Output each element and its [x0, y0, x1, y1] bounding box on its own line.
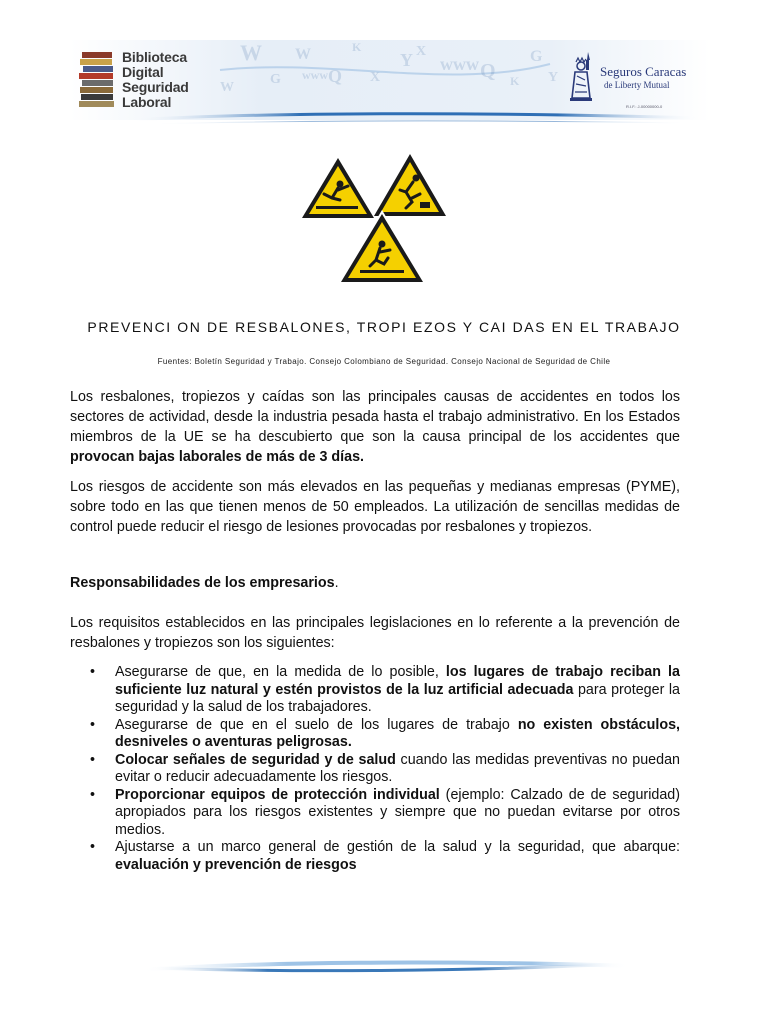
insurer-rif: R.I.F.: J-00000000-0 — [626, 104, 663, 109]
list-item-text: cuando las medidas preventivas no puedan evitar o reducir adecuadamente los riesgos. — [115, 751, 680, 785]
list-item — [70, 717, 680, 752]
bullet: • — [90, 664, 96, 680]
books-icon — [78, 50, 118, 108]
list-item — [70, 752, 680, 787]
watermark-letter: www — [440, 54, 479, 74]
watermark-letter: X — [416, 44, 427, 59]
watermark-letter: W — [220, 80, 234, 95]
list-item-emphasis: Proporcionar equipos de protección individual — [115, 786, 440, 803]
section-heading — [70, 573, 680, 593]
list-item — [70, 787, 680, 840]
watermark-letter: G — [530, 48, 543, 65]
paragraph-emphasis: provocan bajas laborales de más de 3 días. — [70, 449, 365, 465]
insurer-logo[interactable] — [566, 50, 710, 110]
watermark-letter: Q — [328, 66, 343, 86]
hazard-signs-image — [302, 154, 446, 284]
library-logo[interactable] — [78, 46, 228, 112]
watermark-letter: W — [295, 46, 311, 63]
document-title: PREVENCI ON DE RESBALONES, TROPI EZOS Y CAI DAS EN EL TRABAJO — [87, 319, 681, 335]
watermark-letter: Y — [400, 50, 413, 70]
sources-line: Fuentes: Boletín Seguridad y Trabajo. Consejo Colombiano de Seguridad. Consejo Nacional de Seguridad de Chile — [157, 357, 611, 366]
list-item-emphasis: no existen obstáculos, desniveles o aventuras peligrosas. — [115, 716, 680, 750]
list-item-emphasis: evaluación y prevención de riesgos — [115, 856, 357, 873]
watermark-letter: Q — [480, 60, 496, 82]
paragraph-pyme: Los riesgos de accidente son más elevados en las pequeñas y medianas empresas (PYME), sobre todo en las que tienen menos de 50 empleados. La utilización de sencillas medidas de control puede reducir el riesgo de lesiones provocadas por resbalones y tropiezos. — [70, 479, 680, 535]
list-item-text: (ejemplo: Calzado de de seguridad) apropiados para los riesgos existentes y siempre que no puedan evitarse por otros medios. — [115, 786, 680, 838]
library-line: Biblioteca — [122, 49, 187, 65]
list-item-emphasis: los lugares de trabajo reciban la suficiente luz natural y estén provistos de la luz artificial adecuada — [115, 664, 680, 698]
list-item-emphasis: Colocar señales de seguridad y de salud — [115, 751, 396, 768]
watermark-letter: G — [270, 72, 281, 87]
paragraph-text: Los resbalones, tropiezos y caídas son las principales causas de accidentes en todos los sectores de actividad, desde la industria pesada hasta el trabajo administrativo. En los Estados miembros de la UE se ha descubierto que son la causa principal de los accidentes que — [70, 389, 680, 445]
list-item-text: para proteger la seguridad y la salud de los trabajadores. — [115, 681, 680, 715]
section-heading-text: Responsabilidades de los empresarios — [70, 575, 335, 591]
watermark-letter: Y — [548, 70, 559, 85]
insurer-subtitle: de Liberty Mutual — [604, 80, 670, 90]
watermark-letter: W — [240, 40, 262, 65]
list-item-text: Asegurarse de que en el suelo de los lugares de trabajo — [115, 716, 518, 733]
bullet: • — [90, 839, 96, 855]
watermark-letter: www — [302, 68, 328, 82]
paragraph-requirements: Los requisitos establecidos en las principales legislaciones en lo referente a la prevención de resbalones y tropiezos son los siguientes: — [70, 615, 680, 651]
bullet: • — [90, 786, 96, 803]
list-item-text: Ajustarse a un marco general de gestión de la salud y la seguridad, que abarque: — [115, 839, 680, 855]
header-banner — [70, 40, 710, 128]
watermark-letter: X — [370, 70, 381, 85]
bullet: • — [90, 751, 96, 768]
bullet: • — [90, 716, 96, 733]
list-item — [70, 664, 680, 717]
library-title — [122, 50, 228, 110]
statue-of-liberty-icon — [566, 50, 596, 102]
requirements-list — [70, 664, 680, 874]
list-item — [70, 839, 680, 874]
watermark-letter: K — [510, 74, 520, 88]
list-item-text: Asegurarse de que, en la medida de lo posible, — [115, 664, 446, 680]
section-heading-period: . — [334, 575, 339, 591]
footer-swoosh — [140, 950, 630, 980]
watermark-letter: K — [352, 40, 362, 54]
library-line: Digital — [122, 64, 164, 80]
insurer-name: Seguros Caracas — [600, 64, 687, 79]
paragraph-intro — [70, 387, 680, 467]
library-line: Seguridad Laboral — [122, 79, 189, 110]
